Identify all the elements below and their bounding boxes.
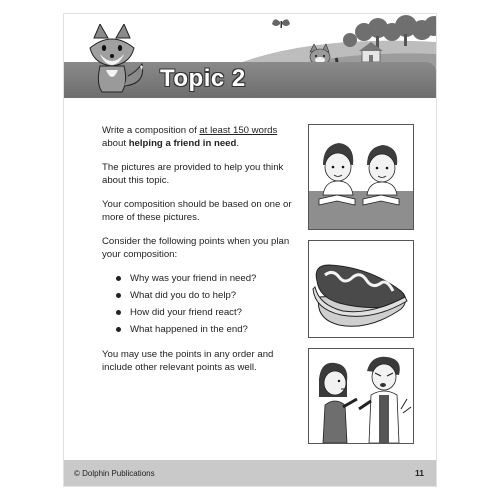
points-intro: Consider the following points when you plan your composition: bbox=[102, 236, 290, 260]
page-footer bbox=[64, 460, 436, 486]
closing-note: You may use the points in any order and include other relevant points as well. bbox=[102, 349, 274, 373]
fox-mascot-icon bbox=[86, 24, 148, 96]
two-boys-reading-picture bbox=[308, 124, 414, 230]
arguing-children-picture bbox=[308, 348, 414, 444]
task-paragraph: Write a composition of at least 150 words about helping a friend in need. bbox=[102, 125, 278, 149]
word-count-requirement: at least 150 words bbox=[199, 125, 278, 136]
pictures-requirement: Your composition should be based on one or more of these pictures. bbox=[102, 199, 292, 223]
publisher-credit: © Dolphin Publications bbox=[74, 469, 155, 478]
worksheet-page bbox=[64, 14, 436, 486]
hot-dog-picture bbox=[308, 240, 414, 338]
page-number: 11 bbox=[415, 468, 424, 478]
list-item: What did you do to help? bbox=[116, 289, 300, 302]
topic-phrase: helping a friend in need bbox=[128, 138, 237, 149]
page-title: Topic 2 bbox=[160, 65, 246, 92]
guiding-points-list bbox=[102, 272, 300, 336]
butterfly-icon bbox=[272, 19, 290, 28]
list-item: How did your friend react? bbox=[116, 306, 300, 319]
list-item: Why was your friend in need? bbox=[116, 272, 300, 285]
pictures-note: The pictures are provided to help you think about this topic. bbox=[102, 162, 284, 186]
instructions bbox=[102, 124, 300, 385]
list-item: What happened in the end? bbox=[116, 323, 300, 336]
header-banner bbox=[64, 14, 436, 106]
